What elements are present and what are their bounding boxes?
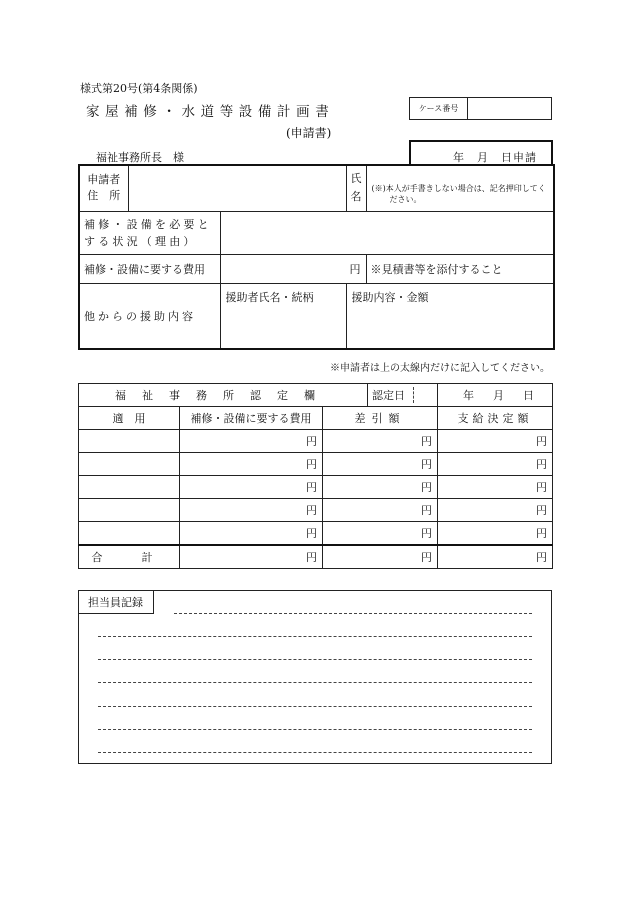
apply-cell[interactable] — [79, 522, 180, 546]
signature-note: (※)本人が手書きしない場合は、記名押印してく ださい。 — [371, 183, 546, 204]
page-subtitle: (申請書) — [286, 126, 332, 140]
total-difference-cell[interactable]: 円 — [323, 545, 438, 569]
staff-record-label: 担当員記録 — [78, 590, 154, 614]
column-header-apply: 適 用 — [79, 407, 180, 430]
record-line[interactable] — [98, 682, 532, 683]
payment-cell[interactable]: 円 — [438, 476, 553, 499]
difference-cell[interactable]: 円 — [323, 453, 438, 476]
table-row — [79, 499, 553, 522]
cost-cell[interactable]: 円 — [180, 476, 323, 499]
table-row — [79, 453, 553, 476]
cost-note: ※見積書等を添付すること — [366, 254, 554, 283]
record-line[interactable] — [98, 729, 532, 730]
difference-cell[interactable]: 円 — [323, 522, 438, 546]
column-header-difference: 差引額 — [323, 407, 438, 430]
cost-field[interactable]: 円 — [220, 254, 366, 283]
case-number-label: ケース番号 — [410, 98, 468, 119]
page-title: 家屋補修・水道等設備計画書 — [86, 104, 335, 120]
aid-content-field[interactable] — [346, 283, 554, 349]
payment-cell[interactable]: 円 — [438, 453, 553, 476]
apply-cell[interactable] — [79, 453, 180, 476]
apply-cell[interactable] — [79, 499, 180, 522]
instruction-note: ※申請者は上の太線内だけに記入してください。 — [330, 363, 550, 374]
other-aid-label: 他からの援助内容 — [79, 283, 220, 349]
total-payment-cell[interactable]: 円 — [438, 545, 553, 569]
table-row — [79, 430, 553, 453]
apply-cell[interactable] — [79, 430, 180, 453]
form-number: 様式第20号(第4条関係) — [80, 82, 198, 95]
name-field[interactable] — [366, 165, 554, 211]
office-certification-table — [78, 383, 553, 569]
reason-field[interactable] — [220, 211, 554, 254]
cost-cell[interactable]: 円 — [180, 453, 323, 476]
office-rows — [79, 430, 553, 546]
record-line[interactable] — [98, 752, 532, 753]
name-label: 氏 名 — [346, 165, 366, 211]
column-header-cost: 補修・設備に要する費用 — [180, 407, 323, 430]
apply-cell[interactable] — [79, 476, 180, 499]
cost-cell[interactable]: 円 — [180, 430, 323, 453]
table-row — [79, 476, 553, 499]
cost-label: 補修・設備に要する費用 — [79, 254, 220, 283]
application-date-box — [409, 140, 553, 166]
record-line[interactable] — [174, 613, 532, 614]
record-line[interactable] — [98, 706, 532, 707]
cost-cell[interactable]: 円 — [180, 499, 323, 522]
record-line[interactable] — [98, 659, 532, 660]
certified-date-label: 認定日 — [368, 384, 438, 407]
aid-person-label: 援助者氏名・続柄 — [225, 290, 314, 304]
aid-content-label: 援助内容・金額 — [351, 290, 429, 304]
total-label: 合 計 — [79, 545, 180, 569]
addressee: 福祉事務所長 様 — [96, 151, 184, 164]
certified-date-field[interactable]: 年 月 日 — [438, 384, 553, 407]
application-date[interactable]: 年 月 日申請 — [453, 151, 537, 164]
application-table — [78, 164, 555, 350]
difference-cell[interactable]: 円 — [323, 476, 438, 499]
payment-cell[interactable]: 円 — [438, 522, 553, 546]
office-section-title: 福祉事務所認定欄 — [79, 384, 368, 407]
payment-cell[interactable]: 円 — [438, 430, 553, 453]
reason-label: 補修・設備を必要と する状況（理由） — [79, 211, 220, 254]
difference-cell[interactable]: 円 — [323, 430, 438, 453]
table-row — [79, 522, 553, 546]
staff-record-box — [78, 590, 552, 764]
address-field[interactable] — [128, 165, 346, 211]
column-header-payment: 支給決定額 — [438, 407, 553, 430]
total-cost-cell[interactable]: 円 — [180, 545, 323, 569]
applicant-address-label: 申請者 住 所 — [79, 165, 128, 211]
payment-cell[interactable]: 円 — [438, 499, 553, 522]
aid-person-field[interactable] — [220, 283, 346, 349]
case-number-box — [409, 97, 552, 120]
difference-cell[interactable]: 円 — [323, 499, 438, 522]
record-line[interactable] — [98, 636, 532, 637]
cost-cell[interactable]: 円 — [180, 522, 323, 546]
